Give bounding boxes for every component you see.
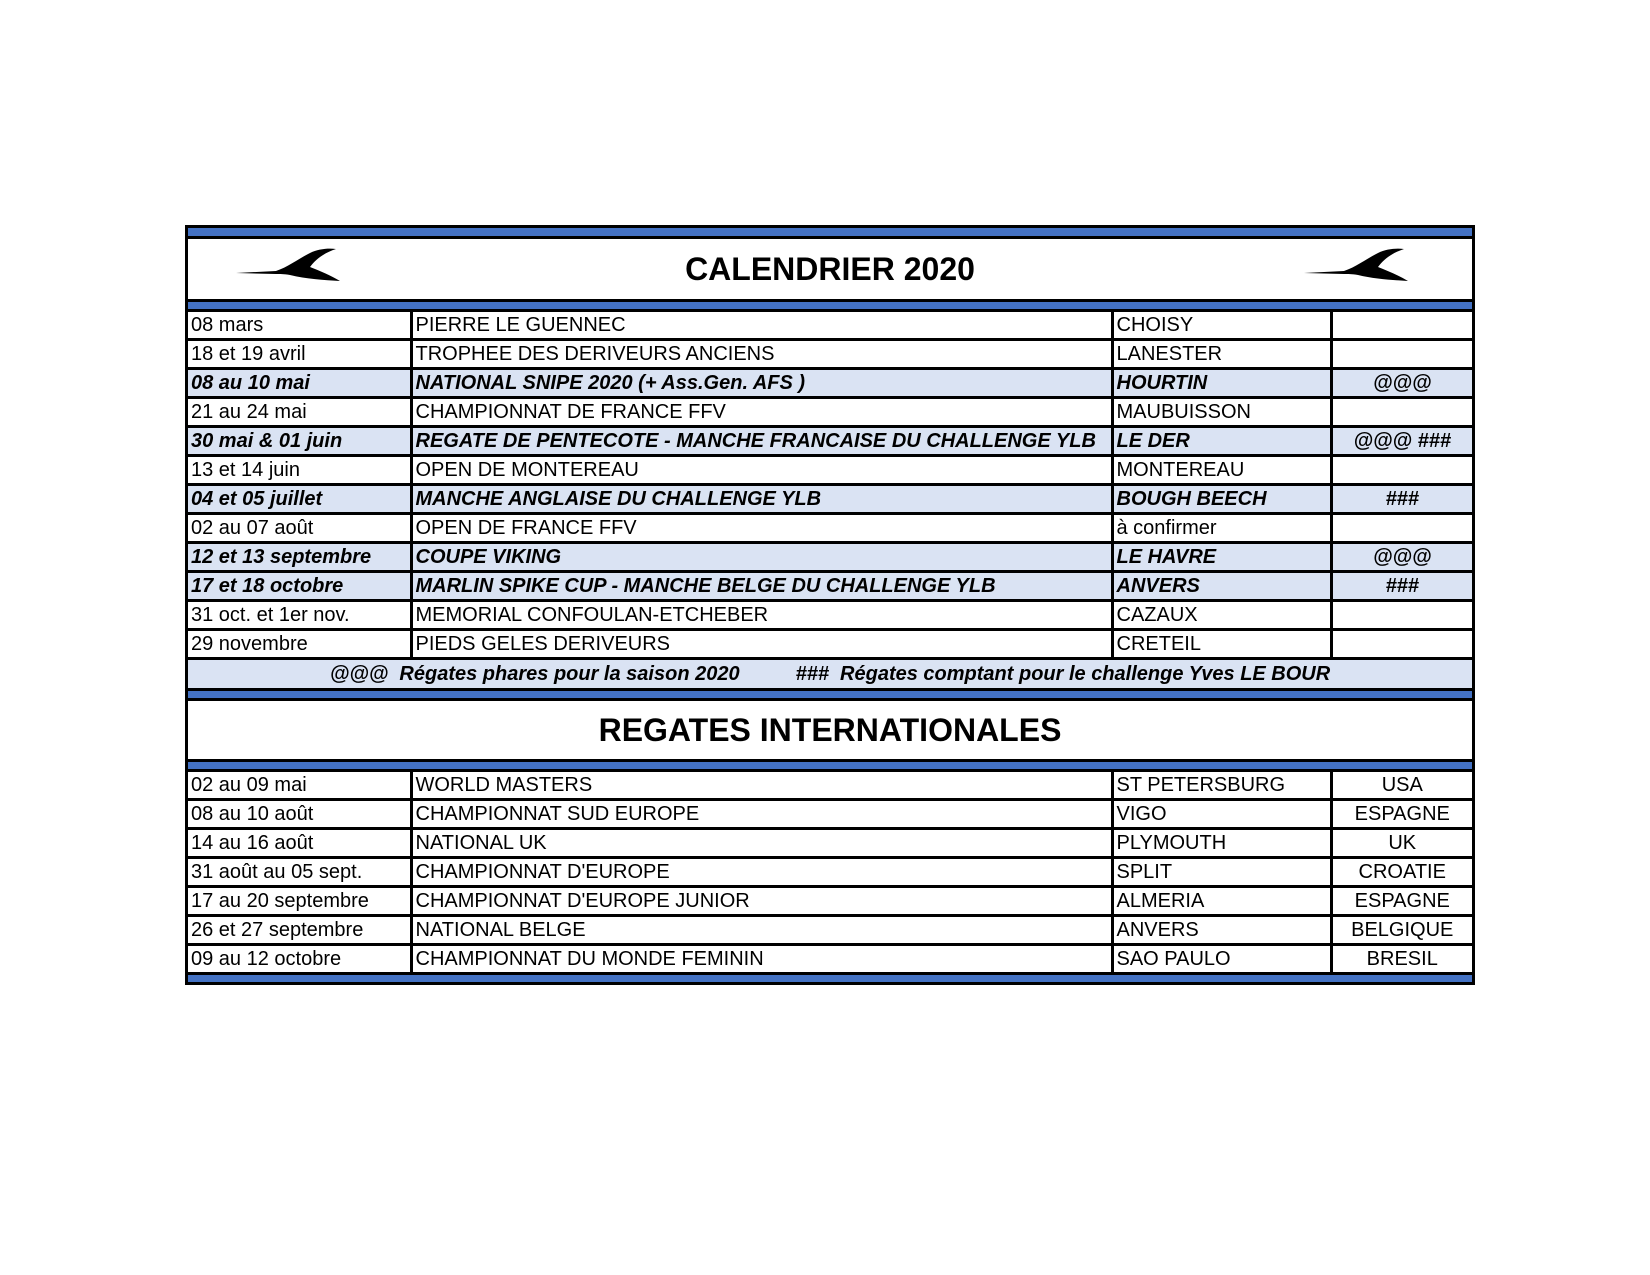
table-row <box>188 543 1472 572</box>
table-row <box>188 312 1472 340</box>
band-divider <box>188 299 1472 312</box>
cell-place: SAO PAULO <box>1112 945 1331 973</box>
cell-date: 31 août au 05 sept. <box>188 858 411 887</box>
cell-country: ESPAGNE <box>1331 800 1472 829</box>
table-row <box>188 514 1472 543</box>
table-row <box>188 369 1472 398</box>
calendar-table <box>188 312 1472 657</box>
band-divider <box>188 759 1472 772</box>
cell-event: TROPHEE DES DERIVEURS ANCIENS <box>411 340 1112 369</box>
cell-country: USA <box>1331 772 1472 800</box>
cell-date: 21 au 24 mai <box>188 398 411 427</box>
cell-date: 17 au 20 septembre <box>188 887 411 916</box>
cell-date: 30 mai & 01 juin <box>188 427 411 456</box>
legend-phares: @@@ Régates phares pour la saison 2020 <box>329 663 740 685</box>
international-title-block <box>188 701 1472 759</box>
table-row <box>188 485 1472 514</box>
cell-place: CRETEIL <box>1112 630 1331 658</box>
cell-event: CHAMPIONNAT DU MONDE FEMININ <box>411 945 1112 973</box>
cell-place: LANESTER <box>1112 340 1331 369</box>
cell-event: PIERRE LE GUENNEC <box>411 312 1112 340</box>
cell-place: PLYMOUTH <box>1112 829 1331 858</box>
table-row <box>188 945 1472 973</box>
cell-place: MONTEREAU <box>1112 456 1331 485</box>
cell-event: COUPE VIKING <box>411 543 1112 572</box>
cell-event: PIEDS GELES DERIVEURS <box>411 630 1112 658</box>
international-table <box>188 772 1472 972</box>
table-row <box>188 829 1472 858</box>
international-title: REGATES INTERNATIONALES <box>598 711 1062 748</box>
cell-event: WORLD MASTERS <box>411 772 1112 800</box>
cell-place: LE DER <box>1112 427 1331 456</box>
cell-date: 29 novembre <box>188 630 411 658</box>
cell-date: 14 au 16 août <box>188 829 411 858</box>
cell-event: OPEN DE FRANCE FFV <box>411 514 1112 543</box>
cell-event: CHAMPIONNAT D'EUROPE JUNIOR <box>411 887 1112 916</box>
cell-mark <box>1331 456 1472 485</box>
cell-date: 04 et 05 juillet <box>188 485 411 514</box>
cell-mark <box>1331 601 1472 630</box>
cell-place: ALMERIA <box>1112 887 1331 916</box>
cell-event: NATIONAL BELGE <box>411 916 1112 945</box>
cell-place: BOUGH BEECH <box>1112 485 1331 514</box>
cell-event: CHAMPIONNAT DE FRANCE FFV <box>411 398 1112 427</box>
cell-country: ESPAGNE <box>1331 887 1472 916</box>
cell-event: REGATE DE PENTECOTE - MANCHE FRANCAISE DU CHALLENGE YLB <box>411 427 1112 456</box>
cell-event: NATIONAL SNIPE 2020 (+ Ass.Gen. AFS ) <box>411 369 1112 398</box>
cell-event: MARLIN SPIKE CUP - MANCHE BELGE DU CHALLENGE YLB <box>411 572 1112 601</box>
cell-date: 08 au 10 août <box>188 800 411 829</box>
cell-country: BELGIQUE <box>1331 916 1472 945</box>
bird-logo-icon <box>1304 247 1414 289</box>
cell-place: VIGO <box>1112 800 1331 829</box>
cell-date: 08 mars <box>188 312 411 340</box>
cell-place: SPLIT <box>1112 858 1331 887</box>
cell-event: CHAMPIONNAT D'EUROPE <box>411 858 1112 887</box>
table-row <box>188 398 1472 427</box>
calendar-title-block <box>188 239 1472 299</box>
table-row <box>188 800 1472 829</box>
bottom-band <box>188 972 1472 982</box>
cell-event: MANCHE ANGLAISE DU CHALLENGE YLB <box>411 485 1112 514</box>
cell-date: 12 et 13 septembre <box>188 543 411 572</box>
cell-country: UK <box>1331 829 1472 858</box>
cell-date: 08 au 10 mai <box>188 369 411 398</box>
cell-place: HOURTIN <box>1112 369 1331 398</box>
cell-date: 18 et 19 avril <box>188 340 411 369</box>
top-band <box>188 228 1472 239</box>
cell-event: CHAMPIONNAT SUD EUROPE <box>411 800 1112 829</box>
cell-place: LE HAVRE <box>1112 543 1331 572</box>
cell-place: à confirmer <box>1112 514 1331 543</box>
cell-place: CHOISY <box>1112 312 1331 340</box>
cell-country: BRESIL <box>1331 945 1472 973</box>
cell-event: OPEN DE MONTEREAU <box>411 456 1112 485</box>
table-row <box>188 456 1472 485</box>
cell-place: ANVERS <box>1112 572 1331 601</box>
cell-mark: @@@ ### <box>1331 427 1472 456</box>
cell-mark <box>1331 630 1472 658</box>
cell-date: 13 et 14 juin <box>188 456 411 485</box>
cell-place: ST PETERSBURG <box>1112 772 1331 800</box>
cell-date: 17 et 18 octobre <box>188 572 411 601</box>
legend-challenge: ### Régates comptant pour le challenge Yves LE BOUR <box>795 663 1331 685</box>
table-row <box>188 858 1472 887</box>
cell-event: NATIONAL UK <box>411 829 1112 858</box>
cell-mark: ### <box>1331 485 1472 514</box>
table-row <box>188 887 1472 916</box>
table-row <box>188 340 1472 369</box>
legend-row <box>188 657 1472 688</box>
cell-date: 02 au 09 mai <box>188 772 411 800</box>
bird-logo-icon <box>236 247 346 289</box>
cell-event: MEMORIAL CONFOULAN-ETCHEBER <box>411 601 1112 630</box>
cell-mark: @@@ <box>1331 543 1472 572</box>
table-row <box>188 630 1472 658</box>
cell-mark <box>1331 340 1472 369</box>
table-row <box>188 916 1472 945</box>
band-divider <box>188 688 1472 701</box>
cell-country: CROATIE <box>1331 858 1472 887</box>
calendar-sheet <box>185 225 1475 985</box>
cell-mark <box>1331 398 1472 427</box>
cell-mark: ### <box>1331 572 1472 601</box>
table-row <box>188 772 1472 800</box>
cell-date: 31 oct. et 1er nov. <box>188 601 411 630</box>
cell-place: CAZAUX <box>1112 601 1331 630</box>
table-row <box>188 572 1472 601</box>
table-row <box>188 601 1472 630</box>
cell-mark <box>1331 312 1472 340</box>
cell-date: 26 et 27 septembre <box>188 916 411 945</box>
cell-date: 09 au 12 octobre <box>188 945 411 973</box>
table-row <box>188 427 1472 456</box>
cell-mark <box>1331 514 1472 543</box>
cell-place: MAUBUISSON <box>1112 398 1331 427</box>
calendar-title: CALENDRIER 2020 <box>685 250 975 287</box>
cell-place: ANVERS <box>1112 916 1331 945</box>
cell-mark: @@@ <box>1331 369 1472 398</box>
cell-date: 02 au 07 août <box>188 514 411 543</box>
